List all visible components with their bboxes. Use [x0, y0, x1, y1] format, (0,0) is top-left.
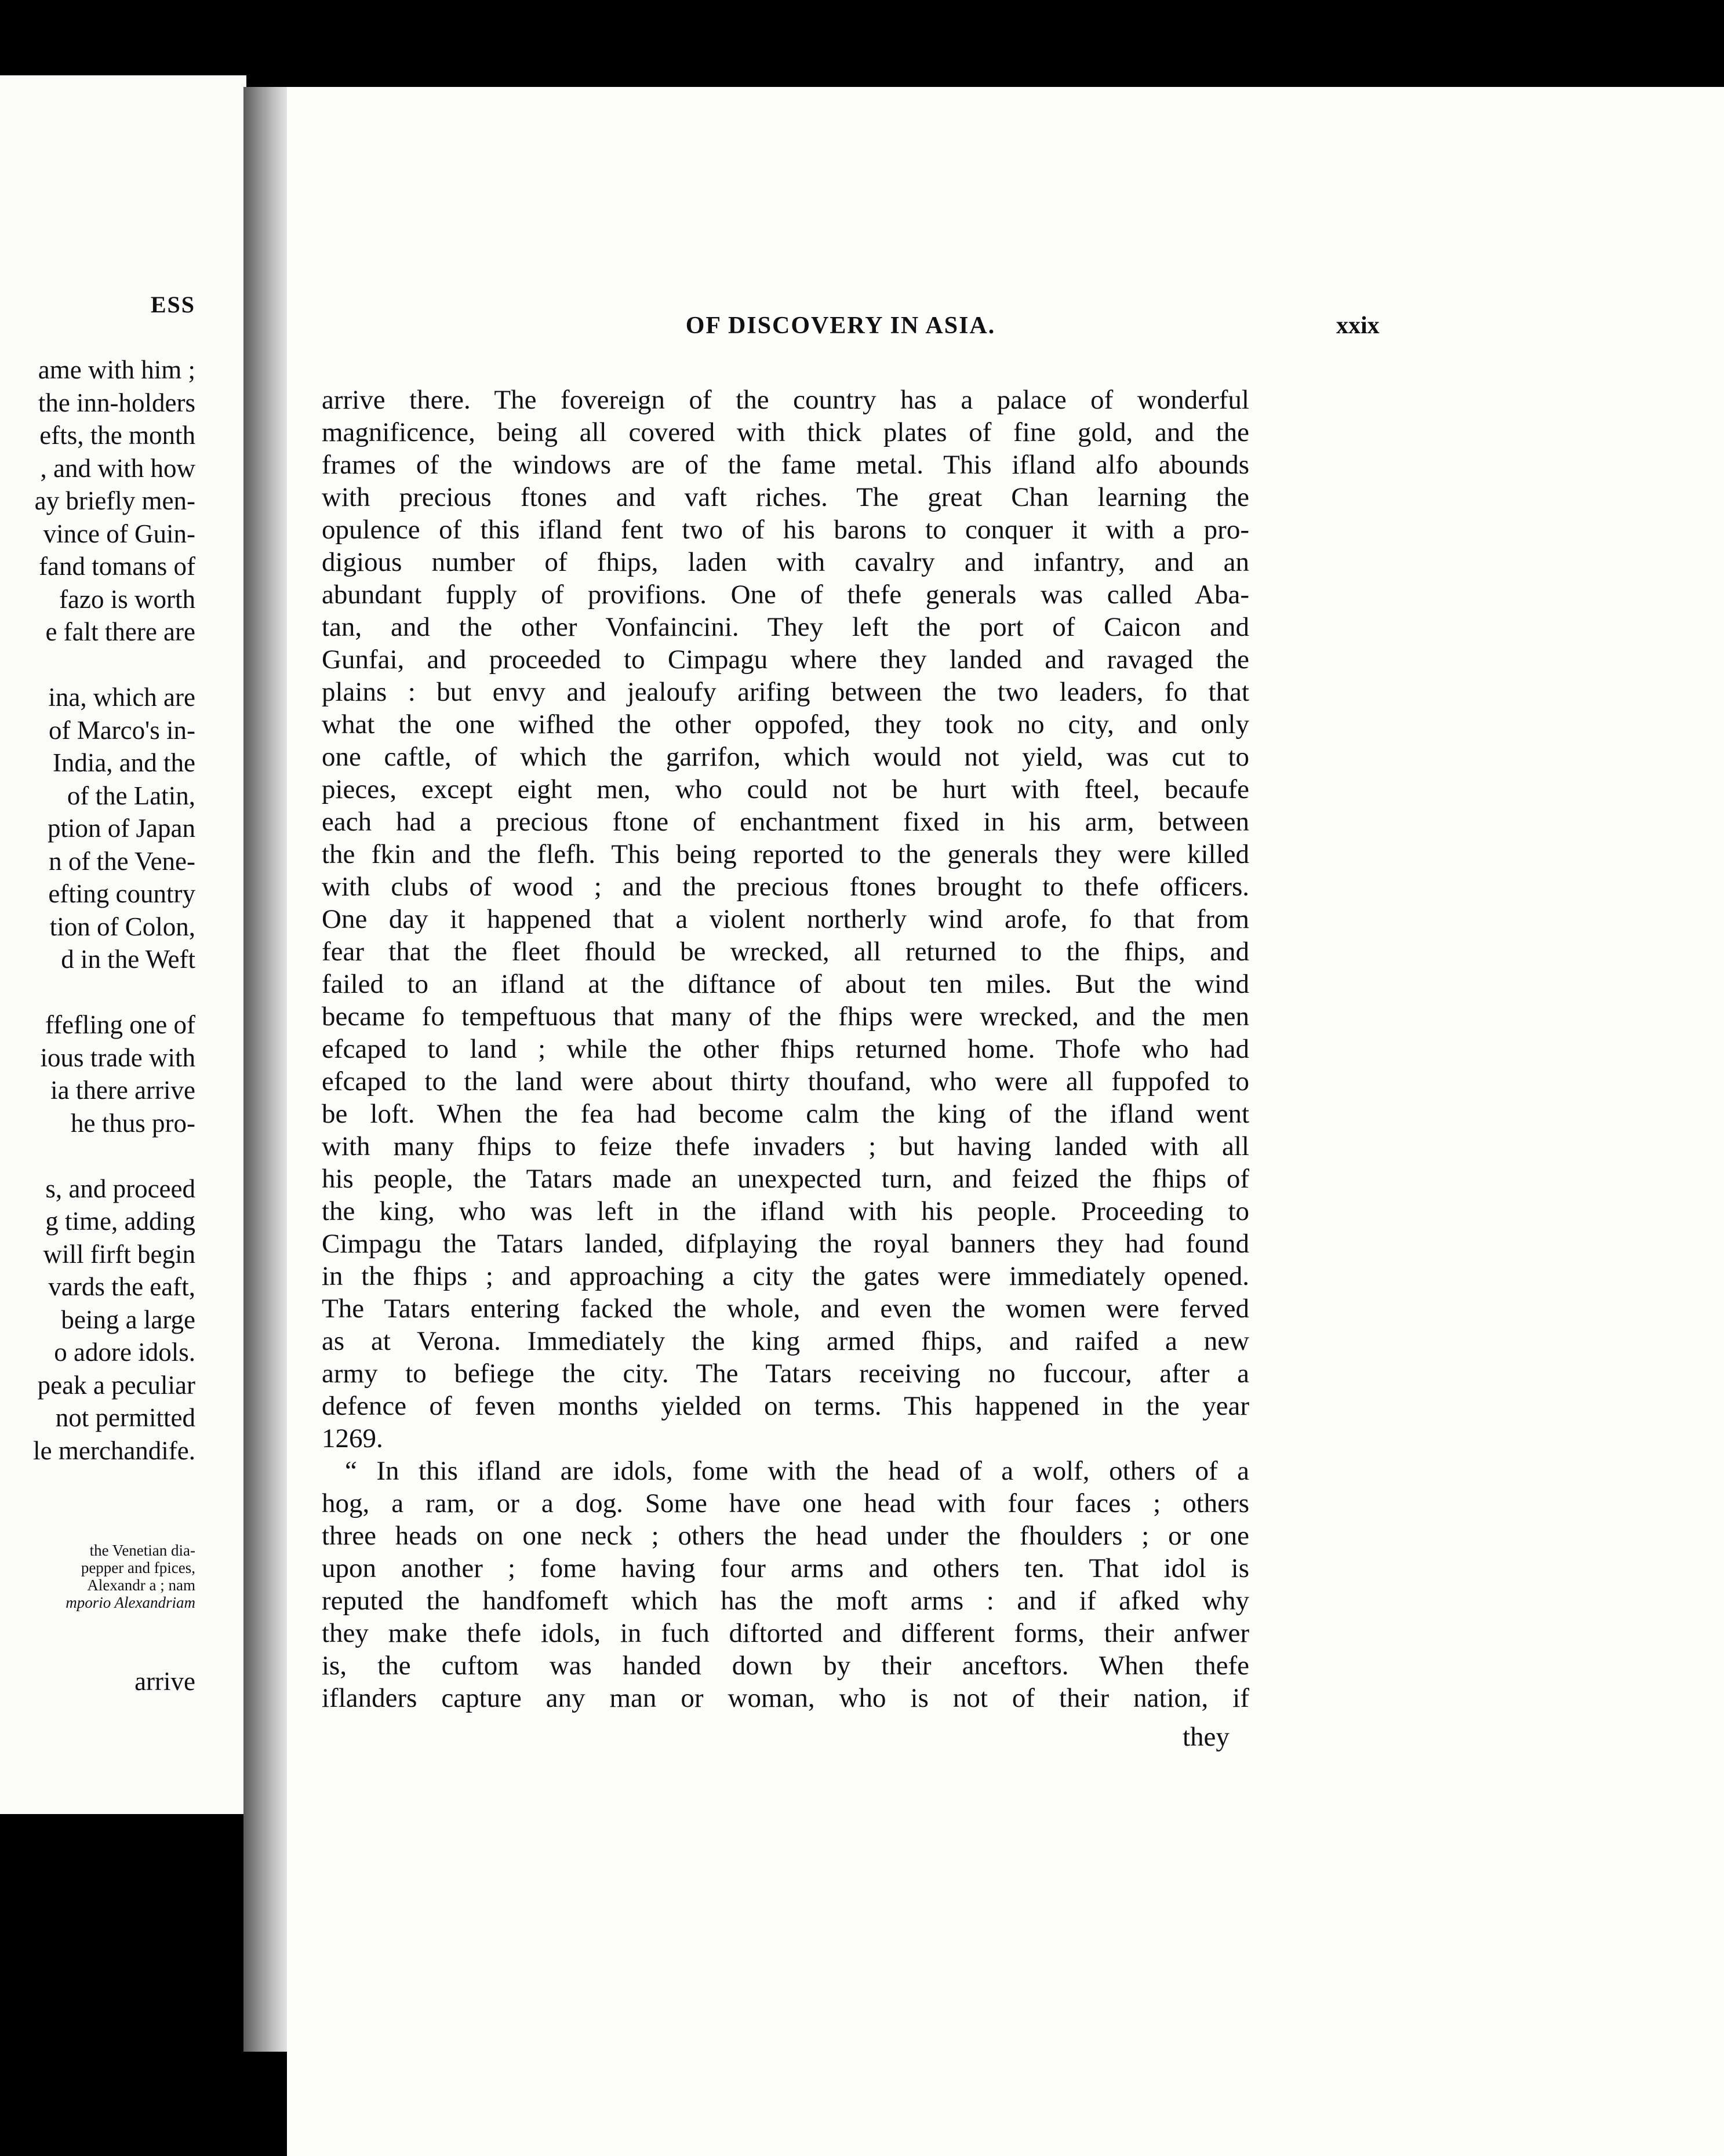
text-line: efcaped to land ; while the other fhips returned home. Thofe who had	[322, 1034, 1249, 1064]
text-line: with clubs of wood ; and the precious ftones brought to thefe officers.	[322, 872, 1249, 902]
text-line: abundant fupply of provifions. One of thefe generals was called Aba-	[322, 580, 1249, 610]
left-text-line: not permitted	[55, 1403, 195, 1432]
text-line: with precious ftones and vaft riches. The great Chan learning the	[322, 482, 1249, 512]
left-text-line: vince of Guin-	[43, 519, 195, 548]
right-page	[287, 87, 1724, 2156]
left-text-line	[0, 1139, 195, 1172]
left-text-line: being a large	[61, 1305, 195, 1334]
left-text-line: efts, the month	[39, 421, 195, 450]
left-text-line: n of the Vene-	[49, 846, 195, 876]
left-text-line: of the Latin,	[67, 781, 195, 810]
catchword: they	[1183, 1722, 1230, 1752]
left-text-line: India, and the	[52, 748, 195, 777]
left-text-line: o adore idols.	[54, 1338, 195, 1367]
text-line: each had a precious ftone of enchantment fixed in his arm, between	[322, 807, 1249, 837]
left-text-line: e falt there are	[45, 617, 195, 646]
page-number: xxix	[1336, 312, 1380, 339]
text-line: his people, the Tatars made an unexpected turn, and feized the fhips of	[322, 1164, 1249, 1194]
text-line: opulence of this ifland fent two of his barons to conquer it with a pro-	[322, 515, 1249, 545]
left-text-line: peak a peculiar	[37, 1370, 195, 1400]
text-line: the king, who was left in the ifland with his people. Proceeding to	[322, 1196, 1249, 1226]
left-text-line: le merchandife.	[33, 1436, 195, 1465]
left-text-line: he thus pro-	[71, 1108, 195, 1138]
left-footnote-line: Alexandr a ; nam	[87, 1576, 195, 1594]
text-line: arrive there. The fovereign of the country has a palace of wonderful	[322, 385, 1249, 415]
text-line: 1269.	[322, 1423, 383, 1454]
text-line: became fo tempeftuous that many of the fhips were wrecked, and the men	[322, 1001, 1249, 1032]
text-line: is, the cuftom was handed down by their anceftors. When thefe	[322, 1651, 1249, 1681]
left-text-line: ious trade with	[40, 1043, 195, 1072]
left-text-line: tion of Colon,	[49, 912, 195, 941]
left-text-line: will firft begin	[43, 1239, 195, 1269]
text-line: Cimpagu the Tatars landed, difplaying the royal banners they had found	[322, 1229, 1249, 1259]
text-line: upon another ; fome having four arms and others ten. That idol is	[322, 1553, 1249, 1583]
book-gutter-shadow	[243, 87, 290, 2052]
text-line: plains : but envy and jealoufy arifing between the two leaders, fo that	[322, 677, 1249, 707]
text-line: Gunfai, and proceeded to Cimpagu where they landed and ravaged the	[322, 644, 1249, 675]
text-line: with many fhips to feize thefe invaders ; but having landed with all	[322, 1131, 1249, 1161]
text-line: frames of the windows are of the fame metal. This ifland alfo abounds	[322, 450, 1249, 480]
left-footnote-line: the Venetian dia-	[89, 1542, 195, 1559]
left-footnote-line: mporio Alexandriam	[66, 1594, 195, 1611]
text-line: hog, a ram, or a dog. Some have one head with four faces ; others	[322, 1488, 1249, 1518]
left-running-head: ESS	[150, 292, 195, 318]
text-line: efcaped to the land were about thirty thoufand, who were all fuppofed to	[322, 1066, 1249, 1097]
left-text-line: d in the Weft	[61, 945, 195, 974]
left-catchword: arrive	[134, 1667, 195, 1696]
left-text-line: ina, which are	[48, 683, 195, 712]
text-line: iflanders capture any man or woman, who is not of their nation, if	[322, 1683, 1249, 1713]
left-text-line: vards the eaft,	[48, 1272, 195, 1301]
left-text-line: of Marco's in-	[48, 715, 195, 745]
text-line: defence of feven months yielded on terms. This happened in the year	[322, 1391, 1249, 1421]
text-line: they make thefe idols, in fuch diftorted and different forms, their anfwer	[322, 1618, 1249, 1648]
text-line: be loft. When the fea had become calm the king of the ifland went	[322, 1099, 1249, 1129]
text-line: the fkin and the flefh. This being reported to the generals they were killed	[322, 839, 1249, 869]
left-text-line: g time, adding	[45, 1207, 195, 1236]
left-text-line: fand tomans of	[39, 552, 195, 581]
left-text-line: ption of Japan	[48, 814, 195, 843]
left-text-line	[0, 976, 195, 1009]
left-text-line: ia there arrive	[50, 1076, 195, 1105]
text-line: fear that the fleet fhould be wrecked, all returned to the fhips, and	[322, 937, 1249, 967]
text-line: as at Verona. Immediately the king armed fhips, and raifed a new	[322, 1326, 1249, 1356]
left-text-line: ay briefly men-	[34, 486, 195, 515]
text-line: “ In this ifland are idols, fome with the head of a wolf, others of a	[345, 1456, 1249, 1486]
text-line: One day it happened that a violent northerly wind arofe, fo that from	[322, 904, 1249, 934]
text-line: army to befiege the city. The Tatars receiving no fuccour, after a	[322, 1359, 1249, 1389]
text-line: three heads on one neck ; others the head under the fhoulders ; or one	[322, 1521, 1249, 1551]
left-text-line: , and with how	[40, 453, 195, 483]
text-line: one caftle, of which the garrifon, which would not yield, was cut to	[322, 742, 1249, 772]
left-footnote-line: pepper and fpices,	[81, 1559, 195, 1576]
left-text-line: fazo is worth	[59, 584, 195, 614]
left-footnote	[0, 1542, 195, 1611]
left-page-fragment	[0, 75, 246, 1814]
left-text-line: ffefling one of	[45, 1010, 195, 1039]
running-head: OF DISCOVERY IN ASIA.	[685, 312, 996, 339]
body-text	[322, 384, 1249, 1714]
text-line: The Tatars entering facked the whole, and even the women were ferved	[322, 1294, 1249, 1324]
text-line: pieces, except eight men, who could not be hurt with fteel, becaufe	[322, 774, 1249, 804]
text-line: digious number of fhips, laden with cavalry and infantry, and an	[322, 547, 1249, 577]
left-text-line	[0, 649, 195, 682]
text-line: magnificence, being all covered with thick plates of fine gold, and the	[322, 417, 1249, 447]
left-page-lines	[0, 354, 195, 1467]
text-line: what the one wifhed the other oppofed, they took no city, and only	[322, 709, 1249, 740]
text-line: in the fhips ; and approaching a city the gates were immediately opened.	[322, 1261, 1249, 1291]
left-text-line: the inn-holders	[38, 388, 195, 417]
left-text-line: efting country	[48, 879, 195, 908]
left-text-line: ame with him ;	[38, 355, 195, 384]
left-text-line: s, and proceed	[45, 1174, 195, 1203]
text-line: tan, and the other Vonfaincini. They left the port of Caicon and	[322, 612, 1249, 642]
text-line: reputed the handfomeft which has the moft arms : and if afked why	[322, 1586, 1249, 1616]
text-line: failed to an ifland at the diftance of about ten miles. But the wind	[322, 969, 1249, 999]
